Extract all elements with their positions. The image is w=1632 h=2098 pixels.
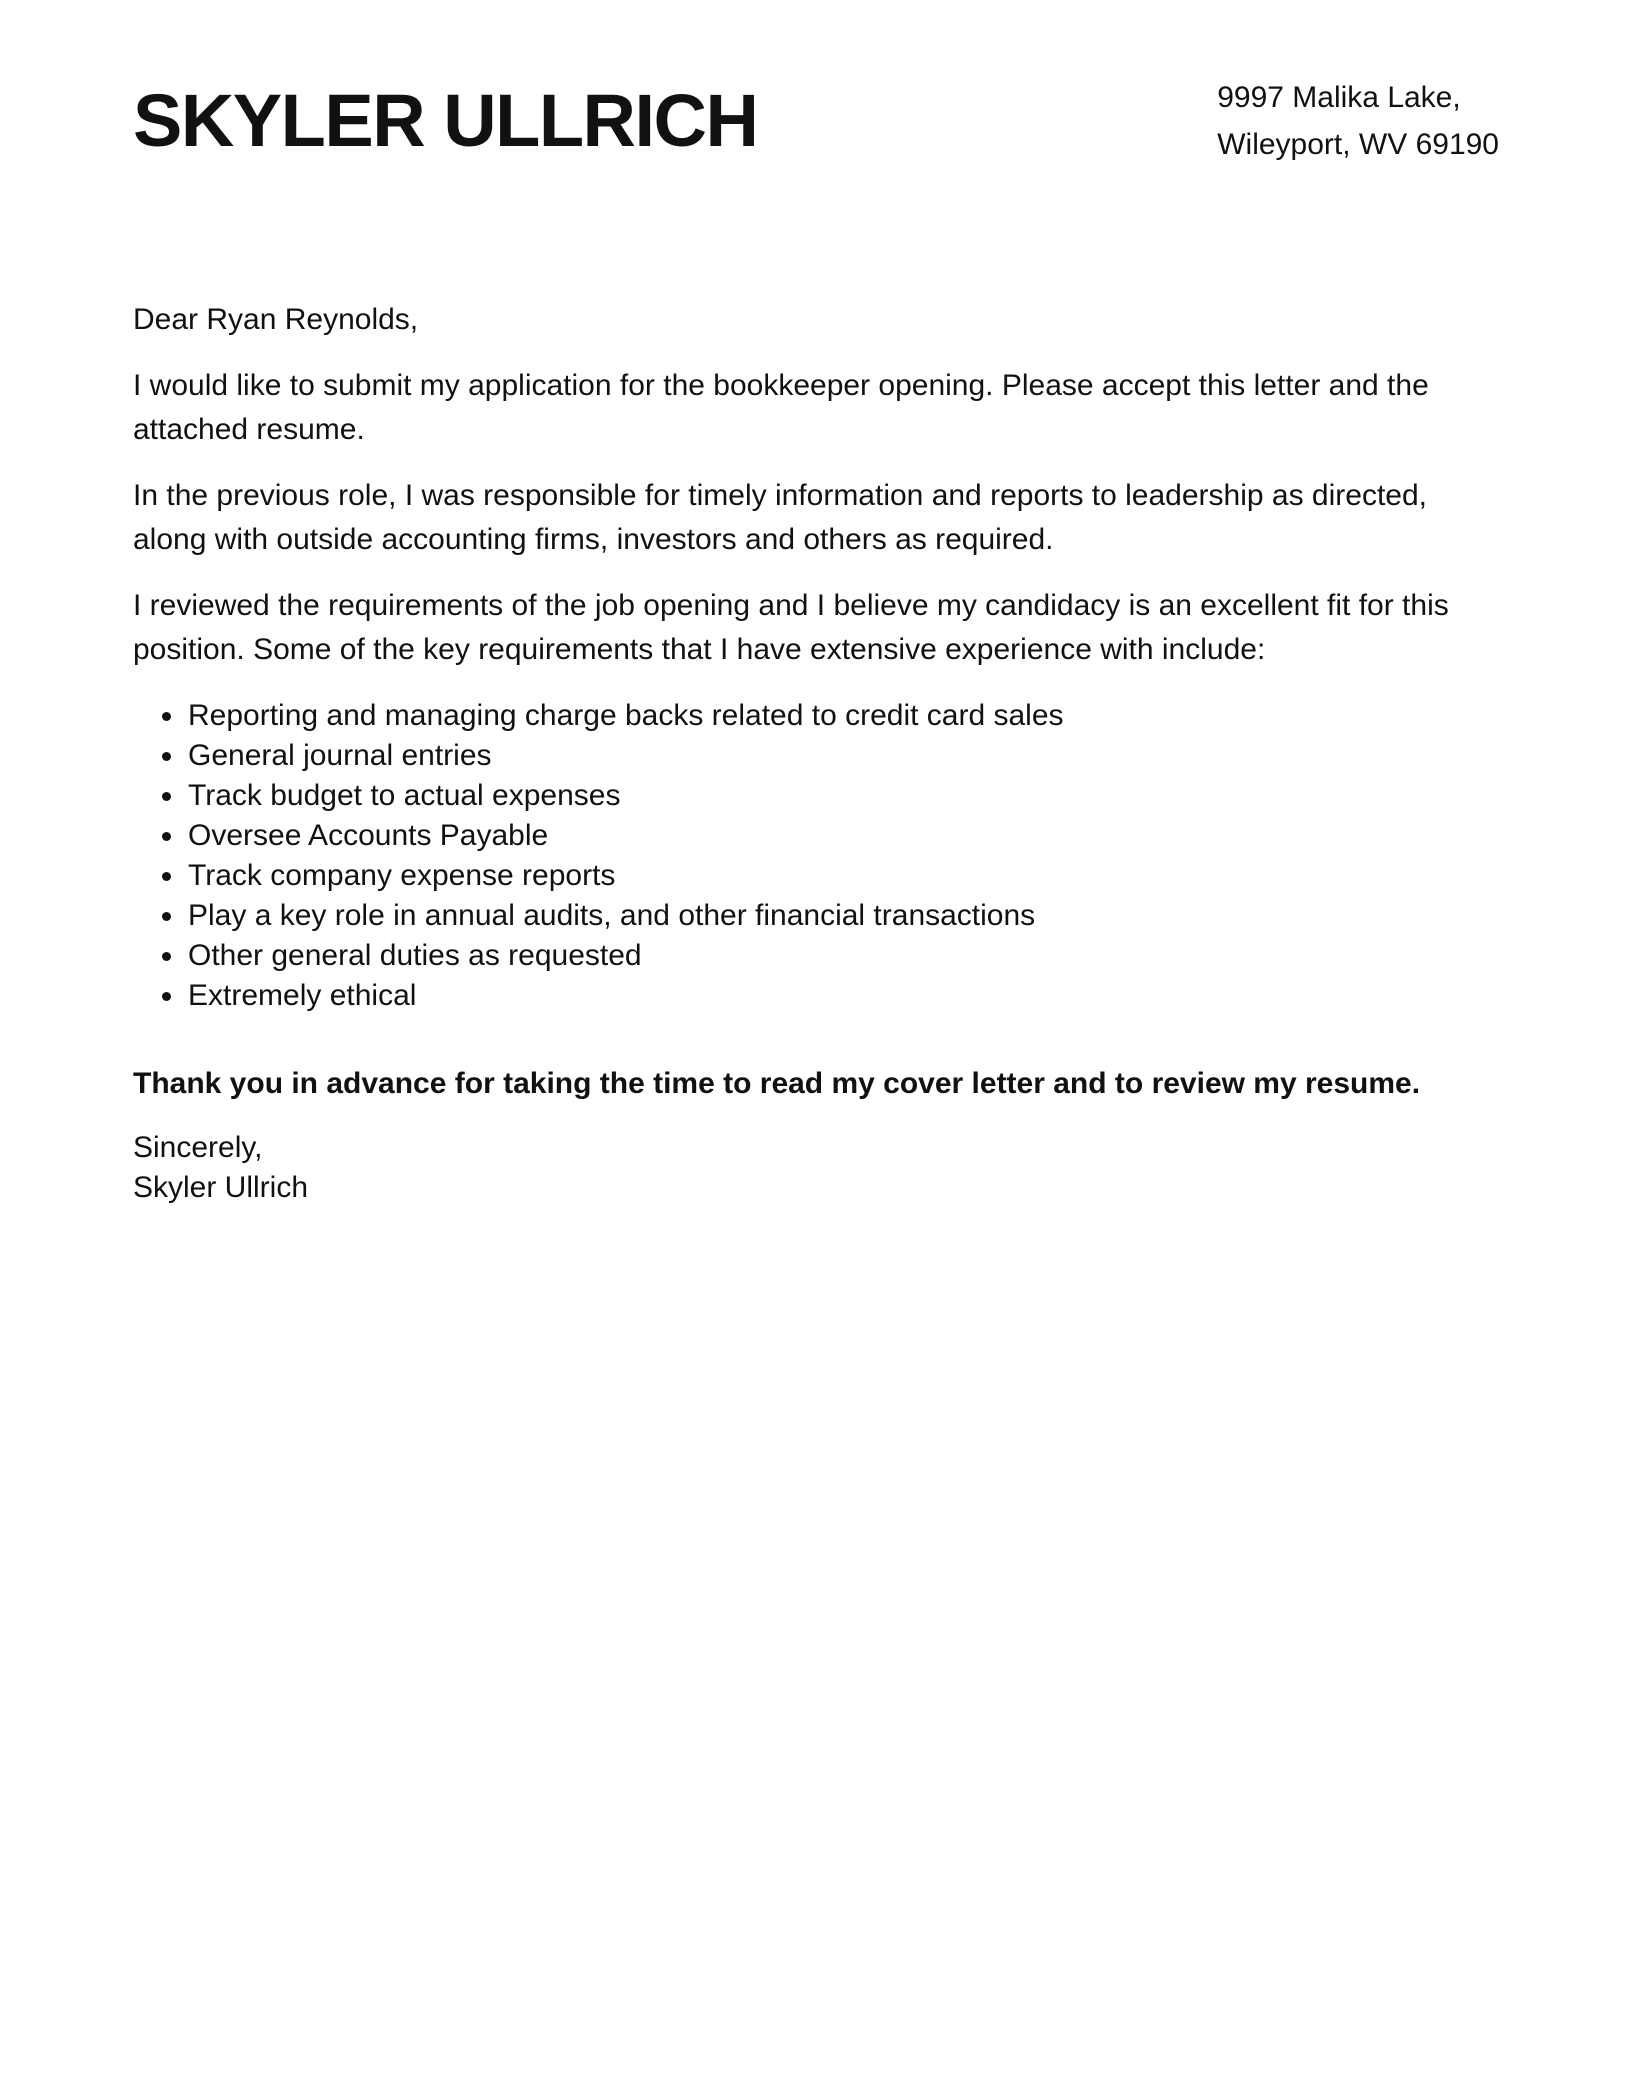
paragraph-requirements-lead-in: I reviewed the requirements of the job opening and I believe my candidacy is an excellent fit for this position. Some of the key requirements that I have extensive experience with include: xyxy=(133,589,1449,666)
list-item: • Reporting and managing charge backs related to credit card sales xyxy=(186,696,1499,736)
signature-name: Skyler Ullrich xyxy=(133,1171,309,1204)
list-item: • General journal entries xyxy=(186,736,1499,776)
paragraph-previous-role: In the previous role, I was responsible for timely information and reports to leadership as directed, along with outside accounting firms, investors and others as required. xyxy=(133,479,1427,556)
address-block xyxy=(1217,74,1499,168)
list-item: • Other general duties as requested xyxy=(186,936,1499,976)
salutation: Dear Ryan Reynolds, xyxy=(133,303,419,336)
letter-body xyxy=(133,298,1499,1208)
applicant-name-title: SKYLER ULLRICH xyxy=(133,79,758,162)
signoff-block xyxy=(133,1128,1499,1208)
address-line-1: 9997 Malika Lake, xyxy=(1217,81,1461,114)
list-item: • Play a key role in annual audits, and other financial transactions xyxy=(186,896,1499,936)
list-item: • Extremely ethical xyxy=(186,976,1499,1016)
signoff: Sincerely, xyxy=(133,1131,263,1164)
list-item: • Track company expense reports xyxy=(186,856,1499,896)
list-item: • Oversee Accounts Payable xyxy=(186,816,1499,856)
address-line-2: Wileyport, WV 69190 xyxy=(1217,128,1499,161)
closing-emphasis: Thank you in advance for taking the time to read my cover letter and to review my resume. xyxy=(133,1067,1421,1100)
requirements-list xyxy=(133,696,1499,1016)
list-item: • Track budget to actual expenses xyxy=(186,776,1499,816)
letter-header xyxy=(133,70,1499,168)
paragraph-intro: I would like to submit my application for the bookkeeper opening. Please accept this letter and the attached resume. xyxy=(133,369,1429,446)
